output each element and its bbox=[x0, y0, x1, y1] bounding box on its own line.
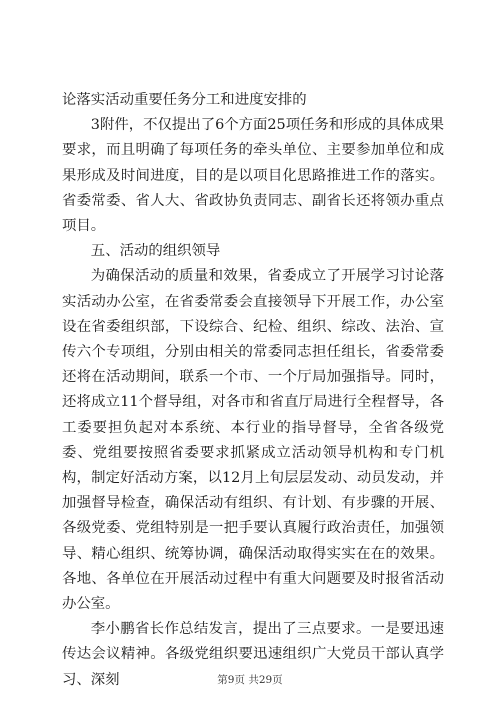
paragraph-heading-continuation: 论落实活动重要任务分工和进度安排的 bbox=[62, 92, 307, 108]
paragraph-organization: 为确保活动的质量和效果，省委成立了开展学习讨论落实活动办公室，在省委常委会直接领导下开展工作，办公室设在省委组织部，下设综合、纪检、组织、综改、法治、宣传六个专项组，分别由相关的常委同志担任组长，省委常委还将在活动期间，联系一个市、一个厅局加强指导。同时，还将成立11个督导组，对各市和省直厅局进行全程督导，各工委要担负起对本系统、本行业的指导督导，全省各级党委、党组要按照省委要求抓紧成立活动领导机构和专门机构，制定好活动方案，以12月上旬层层发动、动员发动，并加强督导检查，确保活动有组织、有计划、有步骤的开展、各级党委、党组特别是一把手要认真履行政治责任，加强领导、精心组织、统筹协调，确保活动取得实实在在的效果。各地、各单位在开展活动过程中有重大问题要及时报省活动办公室。 bbox=[62, 268, 444, 613]
paragraph-summary-speech: 李小鹏省长作总结发言，提出了三点要求。一是要迅速传达会议精神。各级党组织要迅速组织广大党员干部认真学习、深刻 bbox=[62, 621, 444, 688]
document-body bbox=[62, 88, 444, 693]
page-footer: 第9页 共29页 bbox=[217, 674, 283, 686]
section-heading-organization: 五、活动的组织领导 bbox=[90, 243, 221, 260]
paragraph-attachment-3: 3附件，不仅提出了6个方面25项任务和形成的具体成果要求，而且明确了每项任务的牵头单位、主要参加单位和成果形成及时间进度，目的是以项目化思路推进工作的落实。省委常委、省人大、省政协负责同志、副省长还将领办重点项目。 bbox=[62, 117, 445, 235]
